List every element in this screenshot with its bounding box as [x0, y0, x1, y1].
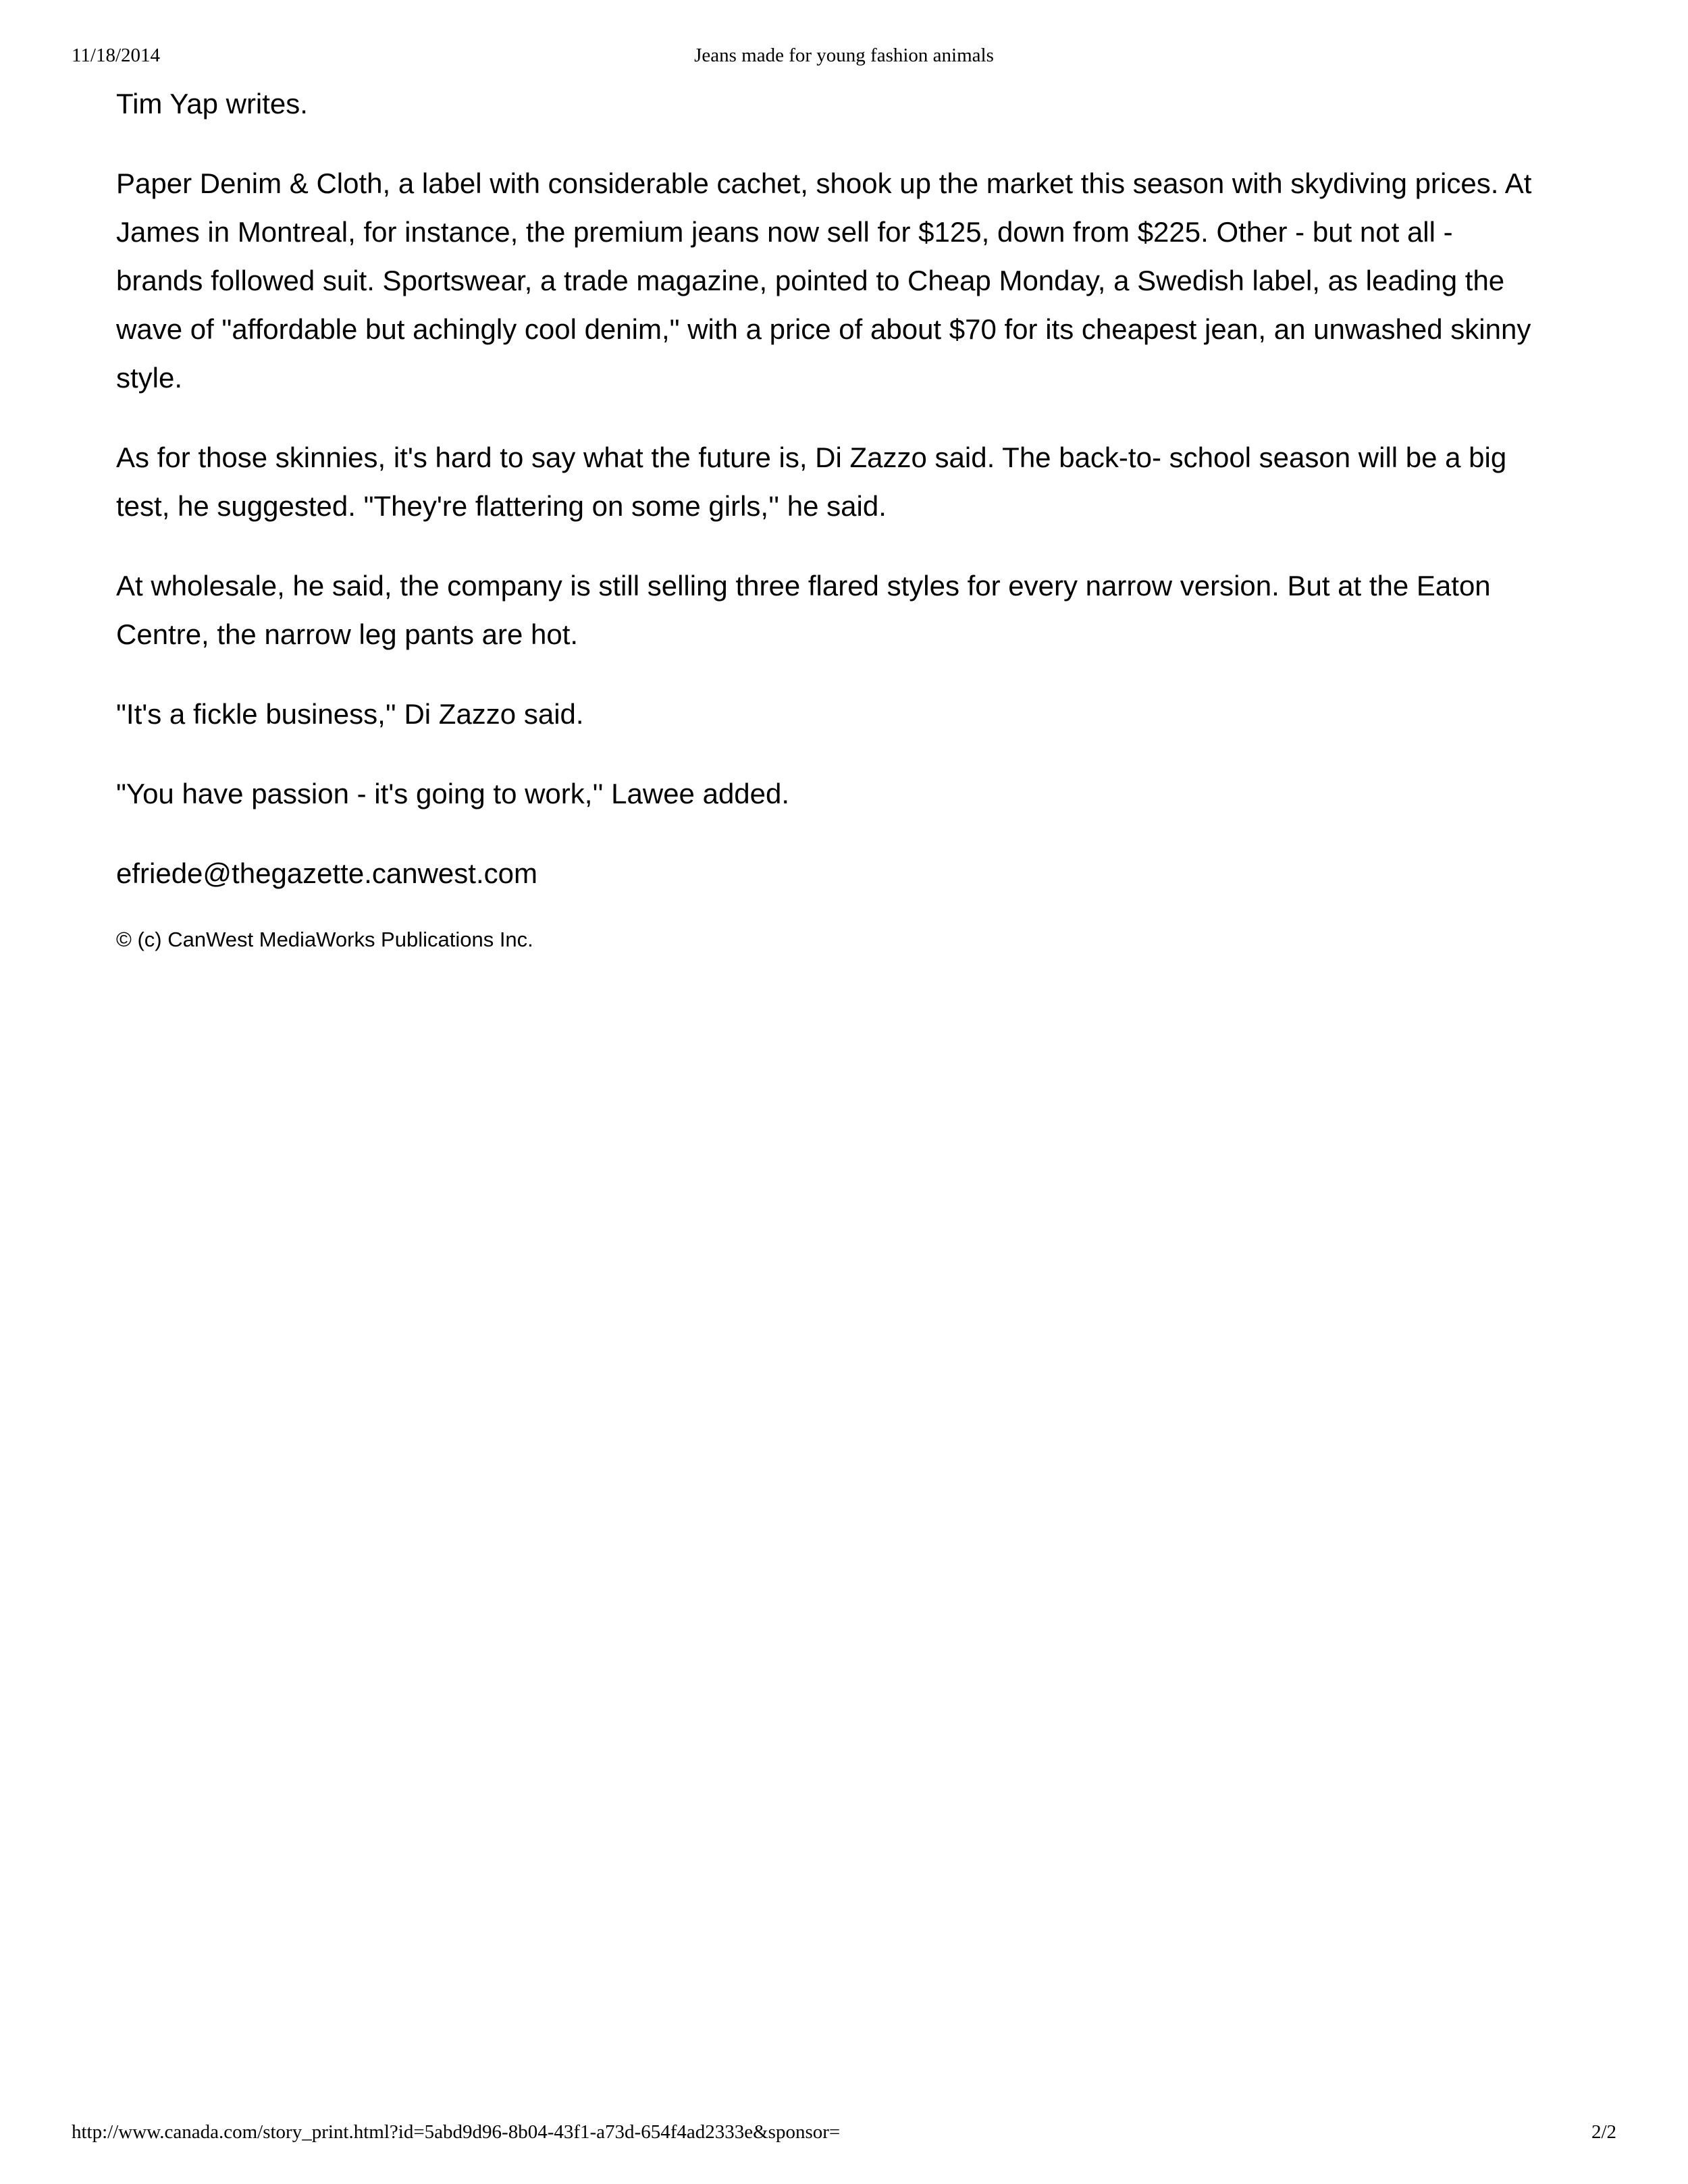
copyright-notice: © (c) CanWest MediaWorks Publications Inc. — [116, 928, 533, 951]
article-paragraph: "It's a fickle business,'' Di Zazzo said. — [116, 698, 584, 730]
article-paragraph: Paper Denim & Cloth, a label with considerable cachet, shook up the market this season with skydiving prices. At James in Montreal, for instance, the premium jeans now sell for $125, down from $225. Other - but not all - brands followed suit. Sportswear, a trade magazine, pointed to Cheap Monday, a Swedish label, as leading the wave of "affordable but achingly cool denim," with a price of about $70 for its cheapest jean, an unwashed skinny style. — [116, 167, 1532, 394]
page-number: 2/2 — [1591, 2121, 1616, 2143]
author-email: efriede@thegazette.canwest.com — [116, 857, 537, 889]
print-date: 11/18/2014 — [72, 45, 161, 66]
article-paragraph: At wholesale, he said, the company is still selling three flared styles for every narrow version. But at the Eaton Centre, the narrow leg pants are hot. — [116, 570, 1491, 650]
article-body — [116, 80, 1541, 984]
source-url: http://www.canada.com/story_print.html?id=5abd9d96-8b04-43f1-a73d-654f4ad2333e&sponsor= — [72, 2121, 841, 2143]
page-title: Jeans made for young fashion animals — [694, 45, 994, 66]
print-header — [72, 42, 1616, 69]
article-paragraph: As for those skinnies, it's hard to say what the future is, Di Zazzo said. The back-to- school season will be a big test, he suggested. "They're flattering on some girls,'' he said. — [116, 442, 1507, 522]
article-paragraph: "You have passion - it's going to work,'' Lawee added. — [116, 778, 790, 809]
article-paragraph: Tim Yap writes. — [116, 88, 308, 119]
print-footer — [72, 2119, 1616, 2146]
